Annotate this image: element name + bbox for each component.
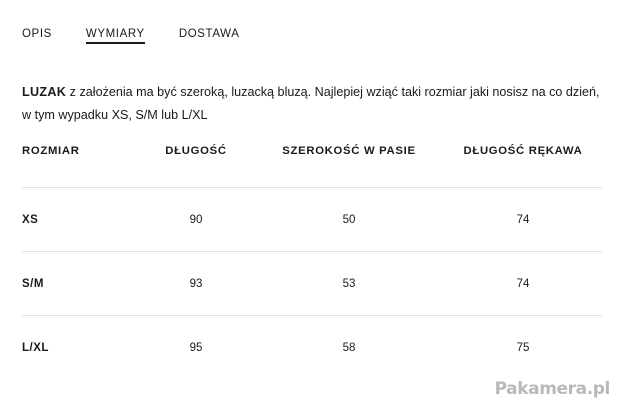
tab-wymiary-label: WYMIARY — [85, 28, 145, 40]
size-table — [22, 133, 602, 379]
cell-length: 93 — [138, 252, 254, 316]
cell-size: XS — [22, 188, 138, 252]
tab-dostawa[interactable] — [179, 28, 240, 44]
cell-size: S/M — [22, 252, 138, 316]
cell-sleeve: 74 — [444, 188, 602, 252]
intro-lead: LUZAK — [22, 84, 67, 99]
table-row — [22, 252, 602, 316]
tab-opis-label: OPIS — [22, 28, 52, 40]
table-row — [22, 188, 602, 252]
watermark-tld: .pl — [586, 379, 610, 399]
cell-length: 95 — [138, 316, 254, 380]
size-table-body — [22, 188, 602, 380]
watermark-brand: Pakamera — [494, 379, 587, 399]
column-header-length: DŁUGOŚĆ — [165, 145, 227, 157]
cell-sleeve: 75 — [444, 316, 602, 380]
cell-waist: 53 — [254, 252, 444, 316]
column-header-waist: SZEROKOŚĆ W PASIE — [282, 145, 416, 157]
tab-wymiary[interactable] — [86, 28, 145, 44]
cell-size: L/XL — [22, 316, 138, 380]
cell-sleeve: 74 — [444, 252, 602, 316]
cell-waist: 58 — [254, 316, 444, 380]
tab-bar — [0, 28, 624, 44]
column-header-size: ROZMIAR — [22, 145, 80, 157]
cell-length: 90 — [138, 188, 254, 252]
table-header-row — [22, 133, 602, 188]
table-row — [22, 316, 602, 380]
tab-opis[interactable] — [22, 28, 52, 44]
column-header-sleeve: DŁUGOŚĆ RĘKAWA — [463, 145, 583, 157]
watermark-logo — [495, 379, 610, 399]
cell-waist: 50 — [254, 188, 444, 252]
intro-paragraph — [22, 81, 602, 128]
size-table-head — [22, 133, 602, 188]
tab-dostawa-label: DOSTAWA — [178, 28, 240, 40]
intro-text: z założenia ma być szeroką, luzacką bluzą. Najlepiej wziąć taki rozmiar jaki nosisz na co dzień, w tym wypadku XS, S/M lub L/XL — [22, 84, 600, 122]
